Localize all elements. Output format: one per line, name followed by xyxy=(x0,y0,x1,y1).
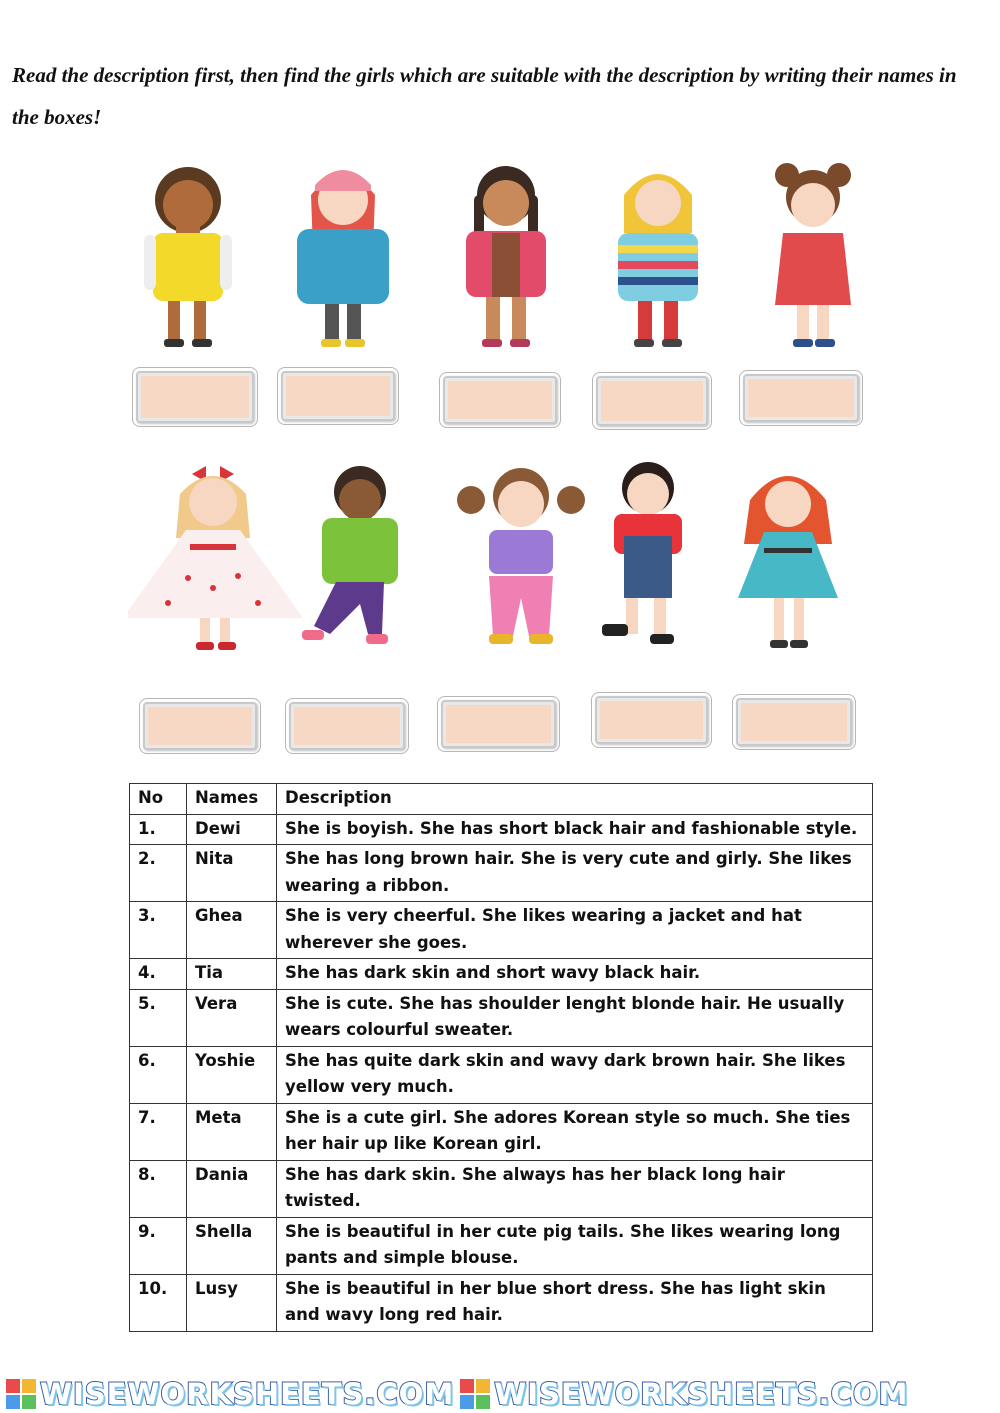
row-no: 4. xyxy=(130,959,187,990)
girl-red-hair-blue-dress xyxy=(738,476,838,648)
table-row xyxy=(130,845,873,902)
brand-logo-icon xyxy=(6,1379,36,1409)
table-row xyxy=(130,902,873,959)
answer-box-5[interactable] xyxy=(743,374,859,422)
answer-box-8[interactable] xyxy=(441,700,556,748)
row-name: Yoshie xyxy=(187,1046,277,1103)
row-name: Shella xyxy=(187,1217,277,1274)
row-description: She has dark skin and short wavy black hair. xyxy=(277,959,873,990)
row-description: She is cute. She has shoulder lenght blonde hair. He usually wears colourful sweater. xyxy=(277,989,873,1046)
table-row xyxy=(130,814,873,845)
girl-polka-dress-ribbon xyxy=(128,466,303,650)
row-name: Ghea xyxy=(187,902,277,959)
girl-cap-jacket xyxy=(297,170,389,347)
table-row xyxy=(130,1217,873,1274)
row-description: She is very cheerful. She likes wearing a jacket and hat wherever she goes. xyxy=(277,902,873,959)
row-name: Tia xyxy=(187,959,277,990)
row-no: 2. xyxy=(130,845,187,902)
answer-box-9[interactable] xyxy=(595,696,708,744)
instructions: Read the description first, then find the girls which are suitable with the description by writing their names in the boxes! xyxy=(12,63,957,129)
row-description: She is beautiful in her blue short dress. She has light skin and wavy long red hair. xyxy=(277,1274,873,1331)
row-name: Dewi xyxy=(187,814,277,845)
table-header-row xyxy=(130,784,873,815)
answer-box-1[interactable] xyxy=(136,371,254,423)
row-no: 3. xyxy=(130,902,187,959)
row-name: Nita xyxy=(187,845,277,902)
answer-box-10[interactable] xyxy=(736,698,852,746)
table-row xyxy=(130,989,873,1046)
brand-text: WISEWORKSHEETS.COM xyxy=(40,1376,455,1411)
answer-box-6[interactable] xyxy=(143,702,257,750)
row-no: 1. xyxy=(130,814,187,845)
row-name: Meta xyxy=(187,1103,277,1160)
brand-watermark-1 xyxy=(0,1374,454,1413)
header-description: Description xyxy=(277,784,873,815)
row-no: 8. xyxy=(130,1160,187,1217)
table-row xyxy=(130,1160,873,1217)
answer-box-2[interactable] xyxy=(281,371,395,421)
header-names: Names xyxy=(187,784,277,815)
row-no: 6. xyxy=(130,1046,187,1103)
header-no: No xyxy=(130,784,187,815)
girl-braids-pink-vest xyxy=(466,166,546,347)
girl-red-dress xyxy=(775,163,851,347)
row-description: She is beautiful in her cute pig tails. She likes wearing long pants and simple blouse. xyxy=(277,1217,873,1274)
row-name: Dania xyxy=(187,1160,277,1217)
row-description: She has dark skin. She always has her black long hair twisted. xyxy=(277,1160,873,1217)
brand-logo-icon xyxy=(460,1379,490,1409)
table-row xyxy=(130,959,873,990)
girl-yellow-dress xyxy=(144,167,232,347)
row-description: She has long brown hair. She is very cute and girly. She likes wearing a ribbon. xyxy=(277,845,873,902)
row-no: 5. xyxy=(130,989,187,1046)
brand-watermark-2 xyxy=(454,1374,908,1413)
table-row xyxy=(130,1274,873,1331)
answer-box-4[interactable] xyxy=(596,376,708,426)
girl-denim-overalls xyxy=(602,462,682,644)
row-no: 9. xyxy=(130,1217,187,1274)
row-name: Vera xyxy=(187,989,277,1046)
row-no: 10. xyxy=(130,1274,187,1331)
footer-watermark xyxy=(0,1374,1000,1413)
row-description: She is boyish. She has short black hair and fashionable style. xyxy=(277,814,873,845)
girl-blonde-striped xyxy=(618,174,698,347)
girls-row-2 xyxy=(128,458,873,658)
table-row xyxy=(130,1046,873,1103)
row-name: Lusy xyxy=(187,1274,277,1331)
girl-pigtails-pink-pants xyxy=(457,468,585,644)
answer-box-3[interactable] xyxy=(443,376,557,424)
row-no: 7. xyxy=(130,1103,187,1160)
girls-row-1 xyxy=(128,155,873,355)
answer-box-7[interactable] xyxy=(289,702,405,750)
row-description: She is a cute girl. She adores Korean style so much. She ties her hair up like Korean girl. xyxy=(277,1103,873,1160)
brand-text: WISEWORKSHEETS.COM xyxy=(494,1376,909,1411)
description-table xyxy=(129,783,873,1332)
row-description: She has quite dark skin and wavy dark brown hair. She likes yellow very much. xyxy=(277,1046,873,1103)
table-row xyxy=(130,1103,873,1160)
girl-green-hoodie xyxy=(302,466,398,644)
